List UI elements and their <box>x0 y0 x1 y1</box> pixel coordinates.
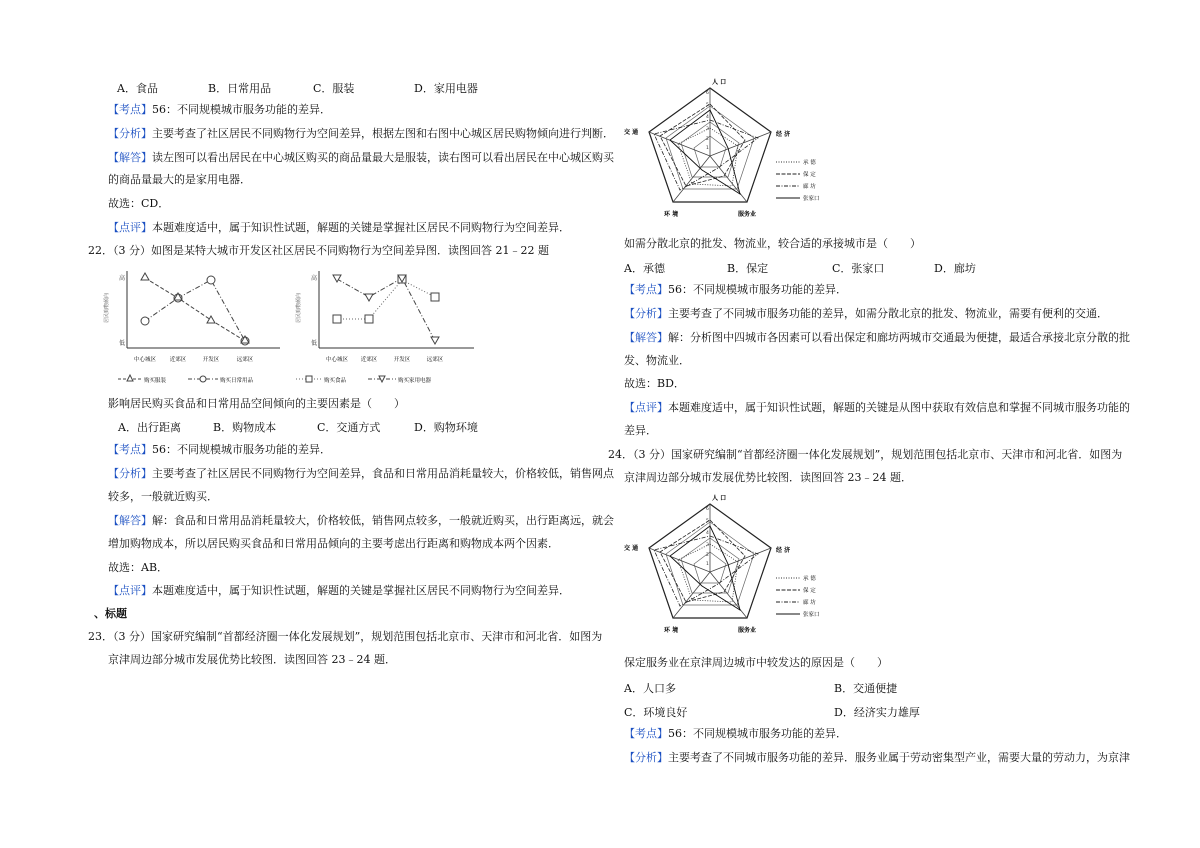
point-marker-square <box>365 315 373 323</box>
q21-jieda: 【解答】读左图可以看出居民在中心城区购买的商品量最大是服装，读右图可以看出居民在中心城区购买 <box>108 151 614 164</box>
q22-fenxi: 【分析】主要考查了社区居民不同购物行为空间差异，食品和日常用品消耗量较大，价格较低，销售网点 <box>108 467 614 480</box>
q22-option-a: A．出行距离 <box>118 421 181 434</box>
x-label: 开发区 <box>202 357 220 363</box>
radar-tick: 4 <box>706 115 709 120</box>
radar-axis-label: 交 通 <box>624 129 639 136</box>
q24-option-c: C．环境良好 <box>624 706 688 719</box>
legend-clothing: 购买服装 <box>144 378 167 384</box>
series-daily-goods-line <box>145 280 245 341</box>
radar-axis-label: 人 口 <box>712 495 727 502</box>
q23-jieda-cont: 发、物流业． <box>624 354 690 367</box>
q23-answer: 故选：BD． <box>624 377 685 390</box>
legend-daily-goods: 购买日常用品 <box>220 378 254 384</box>
radar-legend-item: 张家口 <box>803 612 820 618</box>
point-marker-triangle <box>141 273 149 280</box>
q23-option-b: B．保定 <box>727 262 769 275</box>
radar-tick: 6 <box>706 507 709 512</box>
point-marker-down-triangle <box>365 294 373 301</box>
chart-left-y-high: 高 <box>119 275 126 282</box>
chart-left-y-low: 低 <box>119 340 126 347</box>
q23-fenxi: 【分析】主要考查了不同城市服务功能的差异，如需分散北京的批发、物流业，需要有便利的交通． <box>624 307 1108 320</box>
q24-option-b: B．交通便捷 <box>834 682 898 695</box>
x-label: 中心城区 <box>133 357 157 363</box>
x-label: 开发区 <box>393 357 411 363</box>
q22-kaodian: 【考点】56：不同规模城市服务功能的差异． <box>108 443 331 456</box>
radar-axis-label: 服务业 <box>738 627 757 634</box>
q22-option-d: D．购物环境 <box>414 421 478 434</box>
point-marker-circle <box>207 276 215 284</box>
q21-option-d: D．家用电器 <box>414 82 478 95</box>
radar-axis-label: 环 境 <box>664 627 679 634</box>
q23-dianping: 【点评】本题难度适中，属于知识性试题，解题的关键是从图中获取有效信息和掌握不同城市服务功能的 <box>624 401 1130 414</box>
q24-question: 保定服务业在京津周边城市中较发达的原因是（ ） <box>624 656 888 669</box>
radar-tick: 3 <box>706 127 709 132</box>
q23-option-d: D．廊坊 <box>934 262 976 275</box>
point-marker-triangle <box>207 316 215 323</box>
radar-axis-label: 人 口 <box>712 79 727 86</box>
q21-fenxi: 【分析】主要考查了社区居民不同购物行为空间差异，根据左图和右图中心城区居民购物倾向进行判断． <box>108 127 614 140</box>
q23-title: 23．（3 分）国家研究编制“首都经济圈一体化发展规划”，规划范围包括北京市、天津市和河北省．如图为 <box>88 630 603 643</box>
q23-jieda: 【解答】解：分析图中四城市各因素可以看出保定和廊坊两城市交通最为便捷，最适合承接北京分散的批 <box>624 331 1130 344</box>
radar-legend-item: 廊 坊 <box>803 184 816 190</box>
radar-legend-item: 廊 坊 <box>803 600 816 606</box>
q22-option-b: B．购物成本 <box>213 421 277 434</box>
radar-chart-top <box>620 76 840 226</box>
q24-title-cont: 京津周边部分城市发展优势比较图．读图回答 23﹣24 题． <box>624 471 912 484</box>
legend-food: 购买食品 <box>324 378 347 384</box>
q21-answer: 故选：CD． <box>108 197 170 210</box>
radar-tick: 1 <box>706 562 709 567</box>
line-chart-right <box>292 266 482 392</box>
x-label: 近郊区 <box>360 357 378 363</box>
radar-tick: 4 <box>706 531 709 536</box>
q24-title: 24．（3 分）国家研究编制“首都经济圈一体化发展规划”，规划范围包括北京市、天津市和河北省．如图为 <box>608 448 1123 461</box>
radar-axis-label: 服务业 <box>738 211 757 218</box>
q23-title-cont: 京津周边部分城市发展优势比较图．读图回答 23﹣24 题． <box>108 653 396 666</box>
radar-tick: 1 <box>706 146 709 151</box>
x-label: 远郊区 <box>236 357 254 363</box>
chart-left-ylabel: 居民购物倾向 <box>104 292 110 324</box>
radar-tick: 2 <box>706 137 709 142</box>
q22-dianping: 【点评】本题难度适中，属于知识性试题，解题的关键是掌握社区居民不同购物行为空间差异． <box>108 584 570 597</box>
x-label: 中心城区 <box>325 357 349 363</box>
radar-legend-item: 保 定 <box>803 172 816 178</box>
radar-axis-label: 经 济 <box>776 131 791 138</box>
q23-question: 如需分散北京的批发、物流业，较合适的承接城市是（ ） <box>624 237 921 250</box>
q24-option-d: D．经济实力雄厚 <box>834 706 920 719</box>
point-marker-square <box>431 293 439 301</box>
radar-tick: 5 <box>706 519 709 524</box>
series-appliance-line <box>337 278 435 341</box>
radar-legend-item: 保 定 <box>803 588 816 594</box>
point-marker-down-triangle <box>431 337 439 344</box>
radar-legend-item: 承 德 <box>803 576 816 582</box>
radar-axis-label: 经 济 <box>776 547 791 554</box>
q22-fenxi-cont: 较多，一般就近购买． <box>108 490 218 503</box>
q23-dianping-cont: 差异． <box>624 424 657 437</box>
point-marker-square <box>333 315 341 323</box>
q22-jieda-cont: 增加购物成本，所以居民购买食品和日常用品倾向的主要考虑出行距离和购物成本两个因素． <box>108 537 559 550</box>
chart-right-y-high: 高 <box>311 275 318 282</box>
q23-kaodian: 【考点】56：不同规模城市服务功能的差异． <box>624 283 847 296</box>
chart-right-ylabel: 居民购物倾向 <box>296 292 302 324</box>
q22-answer: 故选：AB． <box>108 561 169 574</box>
q21-kaodian: 【考点】56：不同规模城市服务功能的差异． <box>108 103 331 116</box>
q21-option-b: B．日常用品 <box>208 82 272 95</box>
radar-tick: 2 <box>706 553 709 558</box>
x-label: 近郊区 <box>169 357 187 363</box>
q22-option-c: C．交通方式 <box>317 421 381 434</box>
q23-option-a: A．承德 <box>624 262 665 275</box>
legend-appliance: 购买家用电器 <box>398 378 432 384</box>
series-clothing-line <box>145 278 245 341</box>
radar-chart-bottom <box>620 492 840 642</box>
radar-tick: 5 <box>706 103 709 108</box>
q24-fenxi: 【分析】主要考查了不同城市服务功能的差异．服务业属于劳动密集型产业，需要大量的劳动力，为京津 <box>624 751 1130 764</box>
q21-jieda-cont: 的商品量最大的是家用电器． <box>108 173 251 186</box>
q24-kaodian: 【考点】56：不同规模城市服务功能的差异． <box>624 727 847 740</box>
radar-tick: 3 <box>706 543 709 548</box>
q21-option-c: C．服装 <box>313 82 355 95</box>
section-heading: 、标题 <box>94 607 127 620</box>
q22-question: 影响居民购买食品和日常用品空间倾向的主要因素是（ ） <box>108 397 405 410</box>
q23-option-c: C．张家口 <box>832 262 885 275</box>
q24-option-a: A．人口多 <box>624 682 676 695</box>
radar-tick: 6 <box>706 91 709 96</box>
point-marker-circle <box>141 317 149 325</box>
q22-jieda: 【解答】解：食品和日常用品消耗量较大，价格较低，销售网点较多，一般就近购买，出行距离远，就会 <box>108 514 614 527</box>
q22-title: 22．（3 分）如图是某特大城市开发区社区居民不同购物行为空间差异图．读图回答 21﹣22 题 <box>88 244 549 257</box>
radar-legend-item: 承 德 <box>803 160 816 166</box>
chart-right-y-low: 低 <box>311 340 318 347</box>
radar-legend-item: 张家口 <box>803 196 820 202</box>
radar-axis-label: 交 通 <box>624 545 639 552</box>
q21-option-a: A．食品 <box>117 82 158 95</box>
x-label: 远郊区 <box>426 357 444 363</box>
q21-dianping: 【点评】本题难度适中，属于知识性试题，解题的关键是掌握社区居民不同购物行为空间差异． <box>108 221 570 234</box>
line-chart-left <box>100 266 285 392</box>
radar-axis-label: 环 境 <box>664 211 679 218</box>
